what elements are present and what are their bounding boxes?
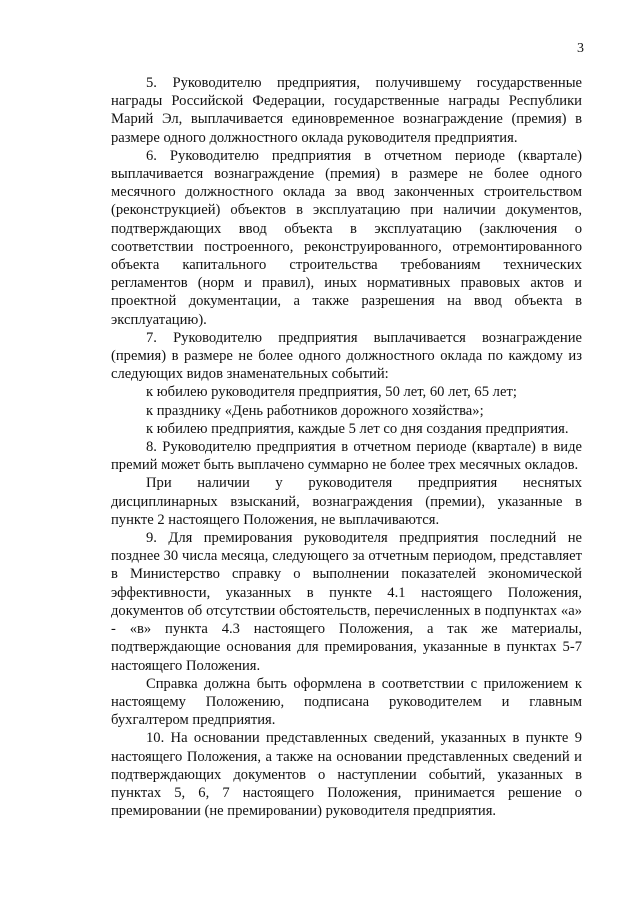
paragraph-8: 8. Руководителю предприятия в отчетном периоде (квартале) в виде премий может быть выплачено суммарно не более трех месячных окладов. xyxy=(111,439,582,474)
paragraph-5: 5. Руководителю предприятия, получившему государственные награды Российской Федерации, государственные награды Республики Марий Эл, выплачивается единовременное вознаграждение (премия) в размере одного должностного оклада руководителя предприятия. xyxy=(111,75,582,146)
paragraph-10: 10. На основании представленных сведений, указанных в пункте 9 настоящего Положения, а также на основании представленных сведений и подтверждающих документов о наступлении событий, указанных в пунктах 5, 6, 7 настоящего Положения, принимается решение о премировании (не премировании) руководителя предприятия. xyxy=(111,730,582,820)
paragraph-8-disciplinary: При наличии у руководителя предприятия неснятых дисциплинарных взысканий, вознаграждения (премии), указанные в пункте 2 настоящего Положения, не выплачиваются. xyxy=(111,475,582,528)
paragraph-6: 6. Руководителю предприятия в отчетном периоде (квартале) выплачивается вознаграждение (премия) в размере не более одного месячного должностного оклада за ввод законченных строительством (реконструкцией) объектов в эксплуатацию при наличии документов, подтверждающих ввод объекта в эксплуатацию (заключения о соответствии построенного, реконструированного, отремонтированного объекта капитального строительства требованиям технических регламентов (норм и правил), иных нормативных правовых актов и проектной документации, а также разрешения на ввод объекта в эксплуатацию). xyxy=(111,147,582,328)
paragraph-7-item-road-workers-day: к празднику «День работников дорожного хозяйства»; xyxy=(146,402,484,419)
paragraph-7-item-leader-jubilee: к юбилею руководителя предприятия, 50 лет, 60 лет, 65 лет; xyxy=(146,384,517,401)
page-number: 3 xyxy=(577,41,584,56)
paragraph-9: 9. Для премирования руководителя предприятия последний не позднее 30 числа месяца, следующего за отчетным периодом, представляет в Министерство справку о выполнении показателей экономической эффективности, указанных в пункте 4.1 настоящего Положения, документов об отсутствии обстоятельств, перечисленных в подпунктах «а» - «в» пункта 4.3 настоящего Положения, а так же материалы, подтверждающие основания для премирования, указанные в пунктах 5-7 настоящего Положения. xyxy=(111,530,582,674)
paragraph-7: 7. Руководителю предприятия выплачивается вознаграждение (премия) в размере не более одного должностного оклада по каждому из следующих видов знаменательных событий: xyxy=(111,329,582,383)
document-body xyxy=(111,74,582,820)
paragraph-7-item-enterprise-jubilee: к юбилею предприятия, каждые 5 лет со дня создания предприятия. xyxy=(146,420,569,437)
paragraph-9-certificate: Справка должна быть оформлена в соответствии с приложением к настоящему Положению, подписана руководителем и главным бухгалтером предприятия. xyxy=(111,675,582,729)
